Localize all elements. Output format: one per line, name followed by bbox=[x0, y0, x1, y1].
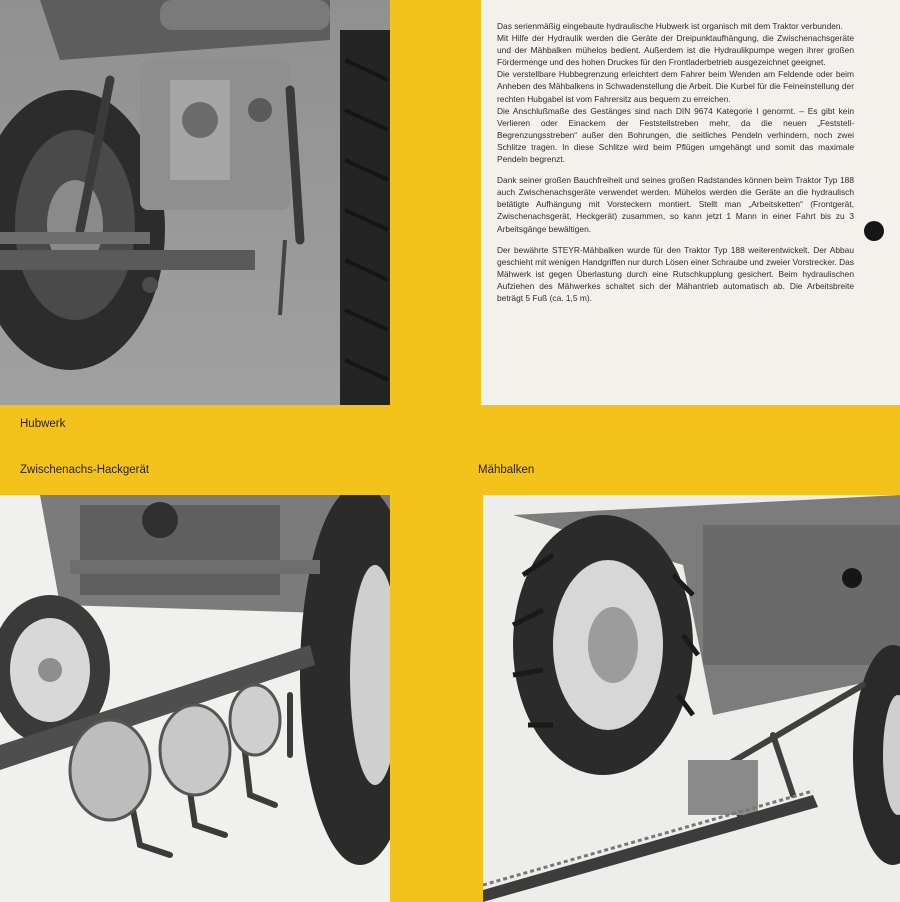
photo-hubwerk bbox=[0, 0, 390, 405]
paragraph-2: Mit Hilfe der Hydraulik werden die Geräte der Dreipunktaufhängung, die Zwischenachsgeräte und der Mähbalken mühelos bedient. Außerdem ist die Hydraulikpumpe wegen ihrer großen Fördermenge und des hohen Druckes für den Frontladerbetrieb ausgezeichnet geeignet. bbox=[497, 33, 854, 68]
paragraph-4: Die Anschlußmaße des Gestänges sind nach DIN 9674 Kategorie I genormt. – Es gibt kein Verlieren oder Einackern der Feststellstreben mehr, da die neuen „Feststell-Begrenzungsstreben“ außer den Bohrungen, die seitliches Pendeln verhindern, noch zwei Schlitze tragen. In diese Schlitze wird beim Pflügen umgehängt und somit das maximale Pendeln begrenzt. bbox=[497, 105, 854, 165]
caption-hubwerk: Hubwerk bbox=[20, 418, 66, 430]
photo-maehbalken-illustration bbox=[483, 495, 900, 902]
caption-zwischenachs-hackgeraet: Zwischenachs-Hackgerät bbox=[20, 464, 150, 476]
punch-hole-top bbox=[864, 221, 884, 241]
punch-hole-bottom bbox=[842, 568, 862, 588]
text-panel bbox=[481, 0, 900, 405]
paragraph-1: Das serienmäßig eingebaute hydraulische Hubwerk ist organisch mit dem Traktor verbunden. bbox=[497, 21, 843, 31]
caption-maehbalken: Mähbalken bbox=[478, 464, 535, 476]
photo-hubwerk-illustration bbox=[0, 0, 390, 405]
paragraph-6: Der bewährte STEYR-Mähbalken wurde für den Traktor Typ 188 weiterentwickelt. Der Abbau geschieht mit wenigen Handgriffen nur durch Lösen einer Schraube und zweier Vorstrecker. Das Mähwerk ist gegen Überlastung durch eine Rutschkupplung gesichert. Beim hydraulischen Aufziehen des Mähwerkes schaltet sich der Mähantrieb automatisch ab. Die Arbeitsbreite beträgt 5 Fuß (ca. 1,5 m). bbox=[497, 244, 854, 303]
photo-zwischenachs-hackgeraet bbox=[0, 495, 390, 902]
paragraph-5: Dank seiner großen Bauchfreiheit und seines großen Radstandes können beim Traktor Typ 188 auch Zwischenachsgeräte verwendet werden. Mühelos werden die Geräte an die hydraulisch betätigte Aufhängung mit Vorsteckern montiert. Stellt man „Arbeitsketten“ (Frontgerät, Zwischenachsgerät, Heckgerät) zusammen, so kann jetzt 1 Mann in einer Fahrt bis zu 3 Arbeitsgänge bewältigen. bbox=[497, 175, 854, 234]
photo-hackgeraet-illustration bbox=[0, 495, 390, 902]
paragraph-3: Die verstellbare Hubbegrenzung erleichtert dem Fahrer beim Wenden am Feldende oder beim Anheben des Mähbalkens in Schwadenstellung die Arbeit. Die Kurbel für die Feineinstellung der rechten Hubgabel ist vom Fahrersitz aus bequem zu erreichen. bbox=[497, 69, 854, 104]
photo-maehbalken bbox=[483, 495, 900, 902]
